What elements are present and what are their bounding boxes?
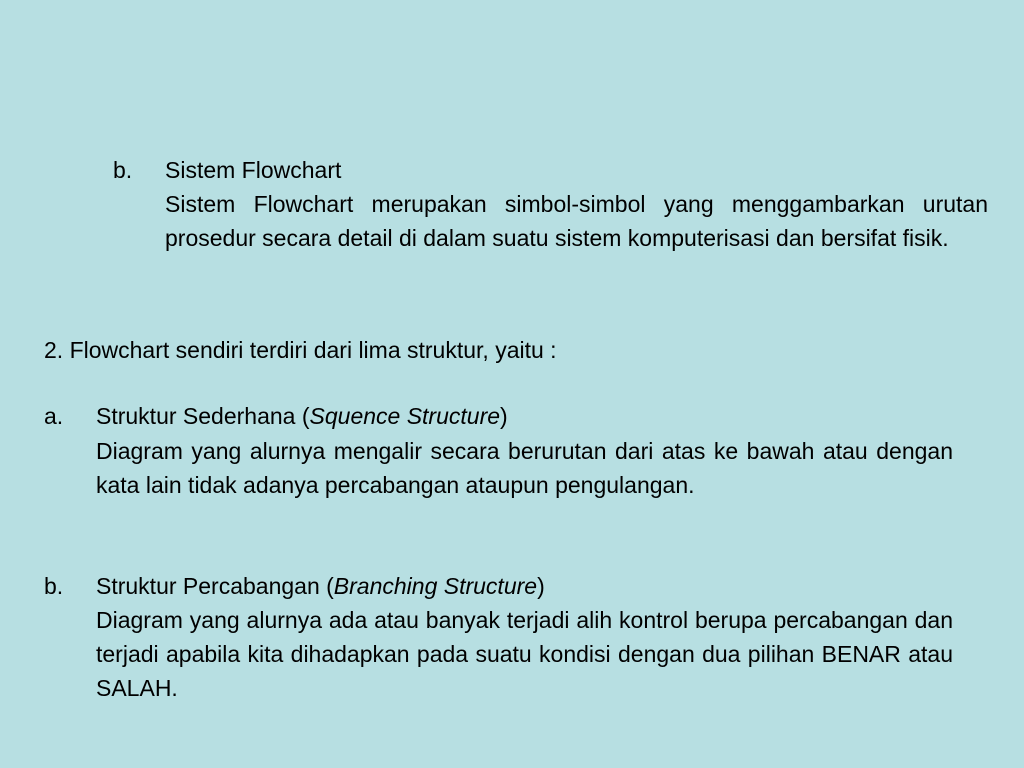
item-b-title-prefix: Struktur Percabangan ( bbox=[96, 573, 334, 599]
item-a-title bbox=[96, 399, 508, 433]
item-a-title-italic: Squence Structure bbox=[309, 403, 501, 429]
sistem-flowchart-body: Sistem Flowchart merupakan simbol-simbol yang menggambarkan urutan prosedur secara detail di dalam suatu sistem komputerisasi dan bersifat fisik. bbox=[165, 191, 988, 251]
item-a-title-prefix: Struktur Sederhana ( bbox=[96, 403, 310, 429]
item-b-body: Diagram yang alurnya ada atau banyak terjadi alih kontrol berupa percabangan dan terjadi apabila kita dihadapkan pada suatu kondisi dengan dua pilihan BENAR atau SALAH. bbox=[96, 607, 953, 701]
item-b-title bbox=[96, 569, 545, 603]
item-a-marker: a. bbox=[44, 403, 64, 429]
item-b-marker: b. bbox=[44, 573, 64, 599]
structures-intro: 2. Flowchart sendiri terdiri dari lima struktur, yaitu : bbox=[44, 337, 557, 363]
item-a-title-suffix: ) bbox=[500, 403, 508, 429]
sistem-flowchart-title: Sistem Flowchart bbox=[165, 157, 342, 183]
sistem-flowchart-marker: b. bbox=[113, 157, 133, 183]
item-b-title-italic: Branching Structure bbox=[333, 573, 538, 599]
item-b-title-suffix: ) bbox=[537, 573, 545, 599]
item-a-body: Diagram yang alurnya mengalir secara berurutan dari atas ke bawah atau dengan kata lain tidak adanya percabangan ataupun pengulangan. bbox=[96, 438, 953, 498]
